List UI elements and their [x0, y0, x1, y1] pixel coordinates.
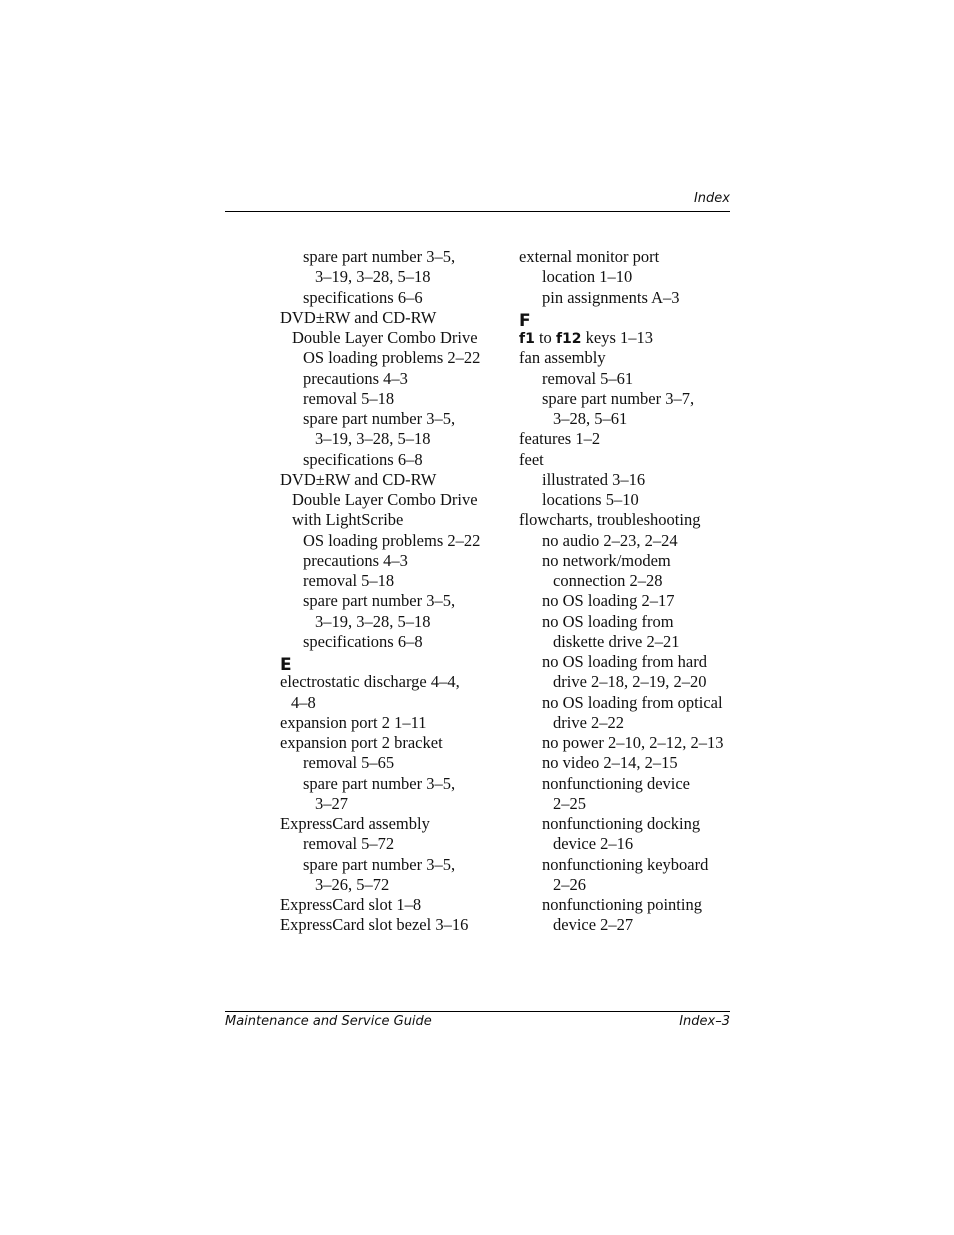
footer-rule — [225, 1011, 730, 1012]
index-entry: feet — [519, 449, 544, 469]
index-entry: DVD±RW and CD-RW — [280, 307, 437, 327]
index-entry: features 1–2 — [519, 429, 601, 449]
index-subentry: spare part number 3–5, — [303, 247, 456, 266]
index-column-right — [519, 247, 734, 936]
index-subentry: with LightScribe — [292, 510, 404, 530]
index-entry-continuation: diskette drive 2–21 — [553, 631, 680, 651]
index-subentry: no OS loading from — [542, 611, 674, 631]
index-subentry: removal 5–18 — [303, 388, 395, 408]
index-subentry: no power 2–10, 2–12, 2–13 — [542, 733, 724, 752]
index-entries-group — [519, 348, 734, 935]
index-entry-continuation: 3–19, 3–28, 5–18 — [315, 611, 431, 631]
index-subentry: spare part number 3–7, — [542, 388, 695, 408]
index-subentry: specifications 6–8 — [303, 449, 423, 469]
index-entry: expansion port 2 1–11 — [280, 712, 427, 732]
index-entry-continuation: 3–26, 5–72 — [315, 874, 390, 894]
header-rule — [225, 211, 730, 212]
index-subentry: location 1–10 — [542, 267, 633, 287]
index-entry: electrostatic discharge 4–4, — [280, 672, 460, 692]
index-entry-continuation: drive 2–22 — [553, 712, 625, 732]
index-subentry: nonfunctioning docking — [542, 814, 701, 833]
index-entry: ExpressCard assembly — [280, 814, 430, 833]
index-subentry: nonfunctioning device — [542, 773, 691, 793]
footer-page-number: Index–3 — [679, 1014, 730, 1029]
index-section-letter: F — [519, 310, 531, 331]
running-header: Index — [693, 191, 730, 206]
index-subentry: no network/modem — [542, 550, 671, 570]
index-column-left — [280, 247, 510, 936]
index-entry-continuation: 3–27 — [315, 793, 348, 813]
index-subentry: spare part number 3–5, — [303, 591, 456, 611]
index-subentry: Double Layer Combo Drive — [292, 328, 478, 347]
index-subentry: nonfunctioning keyboard — [542, 854, 709, 874]
index-subentry: no OS loading from hard — [542, 652, 707, 671]
index-entry: expansion port 2 bracket — [280, 733, 443, 752]
index-subentry: spare part number 3–5, — [303, 409, 456, 428]
index-entry: fan assembly — [519, 348, 606, 368]
index-entry-continuation: 3–19, 3–28, 5–18 — [315, 429, 431, 449]
index-subentry: OS loading problems 2–22 — [303, 530, 481, 550]
index-entry-continuation: 2–26 — [553, 874, 586, 894]
index-entry — [519, 328, 734, 348]
index-subentry: locations 5–10 — [542, 490, 639, 509]
index-subentry: removal 5–61 — [542, 368, 634, 388]
entry-text: keys 1–13 — [581, 328, 654, 347]
index-subentry: OS loading problems 2–22 — [303, 348, 481, 368]
footer-guide-title: Maintenance and Service Guide — [225, 1014, 432, 1029]
index-entry: external monitor port — [519, 247, 660, 266]
key-label-f12: f12 — [555, 331, 582, 347]
index-entry-continuation: 2–25 — [553, 793, 586, 813]
index-subentry: pin assignments A–3 — [542, 287, 680, 307]
index-subentry: precautions 4–3 — [303, 550, 408, 570]
index-entry-continuation: device 2–16 — [553, 834, 634, 854]
index-entry-continuation: 3–28, 5–61 — [553, 409, 628, 428]
index-subentry: precautions 4–3 — [303, 368, 408, 388]
index-subentry: specifications 6–8 — [303, 631, 423, 651]
index-subentry: removal 5–18 — [303, 571, 395, 590]
entry-text: to — [534, 328, 556, 347]
index-entry-continuation: connection 2–28 — [553, 571, 663, 590]
index-subentry: Double Layer Combo Drive — [292, 490, 478, 509]
index-entry-continuation: 3–19, 3–28, 5–18 — [315, 267, 431, 287]
index-subentry: no audio 2–23, 2–24 — [542, 530, 678, 550]
index-subentry: removal 5–72 — [303, 834, 395, 854]
index-entry: flowcharts, troubleshooting — [519, 510, 701, 530]
index-subentry: specifications 6–6 — [303, 287, 423, 307]
index-entry: DVD±RW and CD-RW — [280, 469, 437, 489]
index-entry: ExpressCard slot 1–8 — [280, 895, 422, 914]
index-subentry: nonfunctioning pointing — [542, 895, 702, 914]
index-subentry: spare part number 3–5, — [303, 773, 456, 793]
index-subentry: illustrated 3–16 — [542, 469, 646, 489]
index-section-letter: E — [280, 655, 292, 675]
index-subentry: no OS loading from optical — [542, 692, 723, 712]
index-entry: ExpressCard slot bezel 3–16 — [280, 915, 469, 935]
index-subentry: no video 2–14, 2–15 — [542, 753, 678, 773]
index-subentry: spare part number 3–5, — [303, 854, 456, 874]
index-subentry: no OS loading 2–17 — [542, 591, 675, 611]
index-entry-continuation: device 2–27 — [553, 915, 634, 935]
index-entry-continuation: drive 2–18, 2–19, 2–20 — [553, 672, 707, 692]
key-label-f1: f1 — [519, 331, 535, 347]
index-entry-continuation: 4–8 — [291, 692, 316, 712]
index-subentry: removal 5–65 — [303, 753, 395, 773]
